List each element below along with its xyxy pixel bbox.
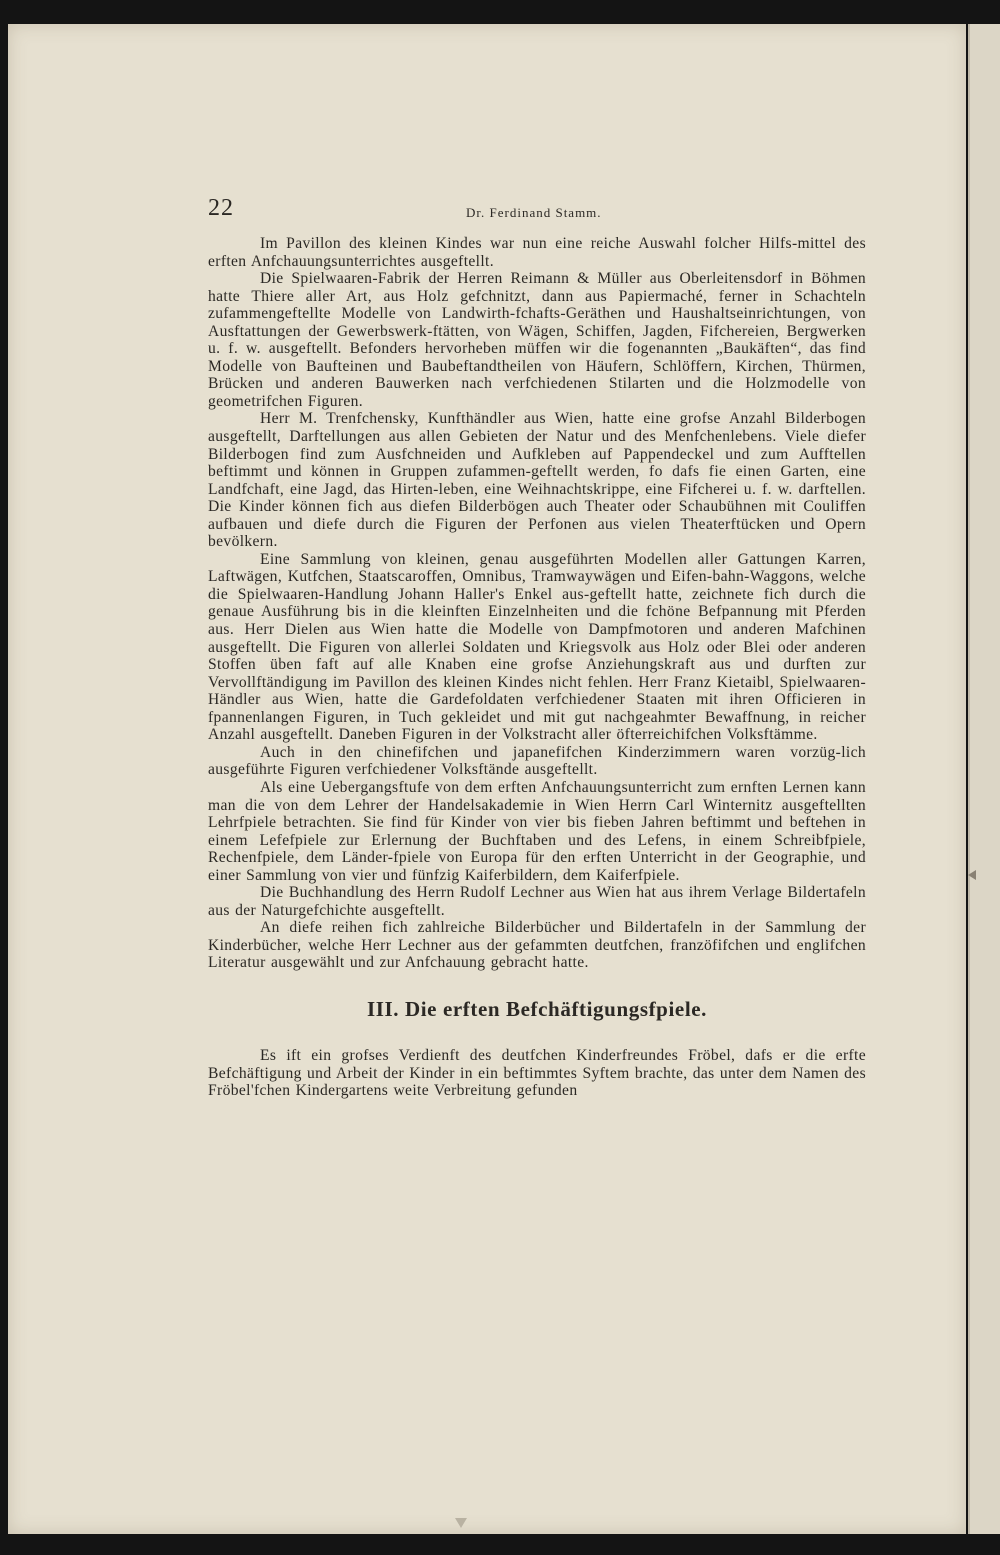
paragraph: Eine Sammlung von kleinen, genau ausgeführten Modellen aller Gattungen Karren, Laftwägen, Kutfchen, Staatscaroffen, Omnibus, Tramwaywägen und Eifen-bahn-Waggons, welche die Spielwaaren-Handlung Johann Haller's Enkel aus-geftellt hatte, zeichnete fich durch die genaue Ausführung bis in die kleinften Einzelnheiten und die fchöne Befpannung mit Pferden aus. Herr Dielen aus Wien hatte die Modelle von Dampfmotoren und anderen Mafchinen ausgeftellt. Die Figuren von allerlei Soldaten und Kriegsvolk aus Holz oder Blei oder anderen Stoffen üben faft auf alle Knaben eine grofse Anziehungskraft aus und durften zur Vervollftändigung im Pavillon des kleinen Kindes nicht fehlen. Herr Franz Kietaibl, Spielwaaren-Händler aus Wien, hatte die Gardefoldaten verfchiedener Staaten mit ihren Officieren in fpannenlangen Figuren, in Tuch gekleidet und mit gut nachgeahmter Bewaffnung, in reicher Anzahl ausgeftellt. Daneben Figuren in der Volkstracht aller öfterreichifchen Volksftämme. — [208, 550, 866, 744]
paragraph: Im Pavillon des kleinen Kindes war nun eine reiche Auswahl folcher Hilfs-mittel des erften Anfchauungsunterrichtes ausgeftellt. — [208, 235, 866, 270]
section-heading: III. Die erften Befchäftigungsfpiele. — [366, 996, 708, 1021]
page-number: 22 — [208, 195, 234, 221]
paragraph: Als eine Uebergangsftufe von dem erften Anfchauungsunterricht zum ernften Lernen kann man die von dem Lehrer der Handelsakademie in Wien Herrn Carl Winternitz ausgeftellten Lehrfpiele betrachten. Sie find für Kinder von vier bis fieben Jahren beftimmt und beftehen in einem Lefefpiele zur Erlernung der Buchftaben und des Lefens, in einem Schreibfpiele, Rechenfpiele, dem Länder-fpiele von Europa für den erften Unterricht in der Geographie, und einer Sammlung von vier und fünfzig Kaiferbildern, dem Kaiferfpiele. — [208, 778, 866, 884]
paragraph: Die Buchhandlung des Herrn Rudolf Lechner aus Wien hat aus ihrem Verlage Bildertafeln aus der Naturgefchichte ausgeftellt. — [208, 884, 866, 919]
running-head: Dr. Ferdinand Stamm. — [466, 205, 602, 220]
paragraph: Es ift ein grofses Verdienft des deutfchen Kinderfreundes Fröbel, dafs er die erfte Befchäftigung und Arbeit der Kinder in ein beftimmtes Syftem brachte, das unter dem Namen des Fröbel'fchen Kindergartens weite Verbreitung gefunden — [208, 1046, 866, 1100]
text-column — [208, 195, 866, 1100]
paragraph: Herr M. Trenfchensky, Kunfthändler aus Wien, hatte eine grofse Anzahl Bilderbogen ausgeftellt, Darftellungen aus allen Gebieten der Natur und des Menfchenlebens. Viele diefer Bilderbogen find zum Ausfchneiden und Aufkleben auf Pappendeckel und zum Aufftellen beftimmt und können in Gruppen zufammen-geftellt werden, fo dafs fie einen Garten, eine Landfchaft, eine Jagd, das Hirten-leben, eine Weihnachtskrippe, eine Fifcherei u. f. w. darftellen. Die Kinder können fich aus diefen Bilderbögen auch Theater oder Schaubühnen mit Couliffen aufbauen und diefe durch die Figuren der Perfonen aus vielen Theaterftücken und Opern bevölkern. — [208, 410, 866, 551]
paragraph: An diefe reihen fich zahlreiche Bilderbücher und Bildertafeln in der Sammlung der Kinderbücher, welche Herr Lechner aus der gefammten deutfchen, franzöfifchen und englifchen Literatur ausgewählt und zur Anfchauung gebracht hatte. — [208, 919, 866, 972]
fold-mark — [455, 1518, 467, 1528]
facing-page-edge — [968, 24, 1000, 1534]
page-header — [208, 195, 866, 221]
binding-mark — [968, 870, 976, 880]
paragraph: Auch in den chinefifchen und japanefifchen Kinderzimmern waren vorzüg-lich ausgeführte Figuren verfchiedener Volksftände ausgeftellt. — [208, 743, 866, 779]
paragraph: Die Spielwaaren-Fabrik der Herren Reimann & Müller aus Oberleitensdorf in Böhmen hatte Thiere aller Art, aus Holz gefchnitzt, dann aus Papiermaché, ferner in Schachteln zufammengeftellte Modelle von Landwirth-fchafts-Geräthen und Haushaltseinrichtungen, von Ausftattungen der Gewerbswerk-ftätten, von Wägen, Schiffen, Jagden, Fifchereien, Bergwerken u. f. w. ausgeftellt. Befonders hervorheben müffen wir die fogenannten „Baukäften“, das find Modelle von Baufteinen und Baubeftandtheilen von Häufern, Schlöffern, Kirchen, Thürmen, Brücken und anderen Bauwerken nach verfchiedenen Stilarten und die Holzmodelle von geometrifchen Figuren. — [208, 270, 866, 410]
